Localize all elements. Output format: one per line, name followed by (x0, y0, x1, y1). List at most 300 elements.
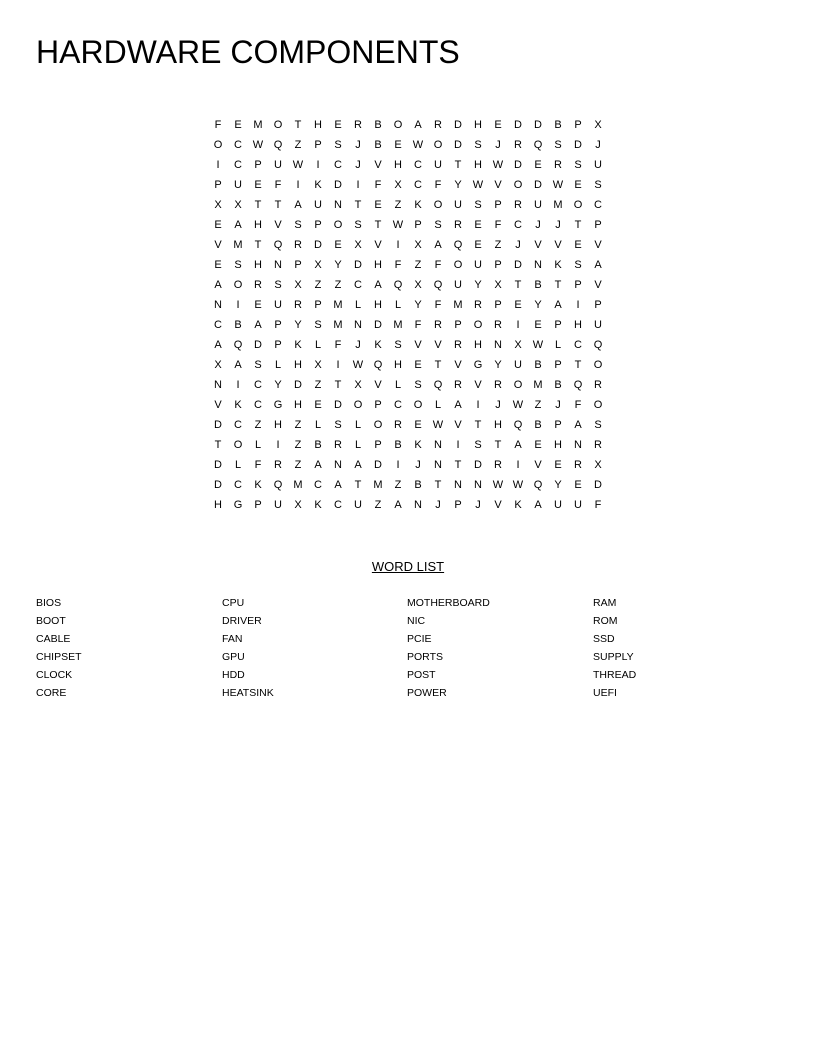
grid-cell: I (316, 159, 320, 171)
grid-cell: U (274, 159, 282, 171)
grid-row (208, 415, 608, 435)
grid-cell: R (554, 159, 562, 171)
grid-cell: K (314, 179, 322, 191)
grid-cell: J (515, 239, 521, 251)
grid-cell: P (554, 319, 562, 331)
grid-cell: E (534, 159, 542, 171)
grid-cell: D (534, 119, 542, 131)
grid-cell: A (234, 359, 242, 371)
grid-cell: X (394, 179, 402, 191)
grid-cell: H (374, 259, 382, 271)
grid-cell: T (434, 479, 442, 491)
grid-cell: J (475, 499, 481, 511)
grid-cell: N (434, 439, 442, 451)
grid-row (208, 295, 608, 315)
grid-cell: C (394, 399, 402, 411)
grid-cell: E (534, 439, 542, 451)
grid-row (208, 455, 608, 475)
grid-cell: P (374, 399, 382, 411)
word-list-item: POST (407, 669, 436, 681)
grid-cell: H (294, 359, 302, 371)
grid-cell: K (294, 339, 302, 351)
grid-cell: W (472, 179, 484, 191)
grid-cell: A (214, 339, 222, 351)
grid-row (208, 195, 608, 215)
grid-cell: P (294, 259, 302, 271)
grid-row (208, 395, 608, 415)
grid-cell: V (214, 399, 222, 411)
grid-cell: S (354, 219, 362, 231)
grid-cell: L (314, 419, 322, 431)
grid-cell: U (454, 279, 462, 291)
grid-cell: T (334, 379, 342, 391)
grid-cell: D (334, 179, 342, 191)
grid-cell: S (334, 139, 342, 151)
grid-row (208, 275, 608, 295)
grid-cell: U (234, 179, 242, 191)
grid-cell: I (216, 159, 220, 171)
grid-cell: M (373, 479, 383, 491)
grid-cell: W (432, 419, 444, 431)
grid-cell: M (253, 119, 263, 131)
grid-cell: X (234, 199, 242, 211)
grid-cell: T (354, 199, 362, 211)
grid-cell: R (474, 299, 482, 311)
grid-cell: U (514, 359, 522, 371)
grid-cell: F (434, 179, 442, 191)
grid-cell: L (234, 459, 242, 471)
grid-cell: R (454, 219, 462, 231)
grid-cell: R (454, 339, 462, 351)
grid-cell: N (354, 319, 362, 331)
grid-cell: Q (593, 339, 603, 351)
grid-cell: K (374, 339, 382, 351)
grid-cell: D (594, 479, 602, 491)
grid-cell: Y (454, 179, 462, 191)
word-list-item: ROM (593, 615, 618, 627)
grid-cell: I (396, 459, 400, 471)
grid-cell: K (514, 499, 522, 511)
grid-cell: Y (274, 379, 282, 391)
grid-cell: E (214, 259, 222, 271)
grid-cell: P (454, 499, 462, 511)
grid-cell: M (333, 319, 343, 331)
grid-cell: Z (314, 379, 322, 391)
grid-cell: S (474, 439, 482, 451)
grid-cell: N (434, 459, 442, 471)
grid-cell: R (274, 459, 282, 471)
grid-cell: E (394, 139, 402, 151)
grid-cell: T (254, 199, 262, 211)
grid-cell: R (454, 379, 462, 391)
grid-cell: Y (554, 479, 562, 491)
grid-cell: F (274, 179, 282, 191)
word-list-item: THREAD (593, 669, 637, 681)
grid-cell: Q (573, 379, 583, 391)
grid-cell: V (414, 339, 422, 351)
grid-cell: M (293, 479, 303, 491)
grid-cell: S (594, 179, 602, 191)
grid-cell: P (254, 499, 262, 511)
grid-cell: M (453, 299, 463, 311)
grid-cell: V (454, 359, 462, 371)
grid-cell: I (236, 379, 240, 391)
grid-cell: Z (414, 259, 422, 271)
grid-row (208, 235, 608, 255)
grid-cell: I (396, 239, 400, 251)
grid-cell: O (573, 199, 583, 211)
grid-cell: P (254, 159, 262, 171)
grid-cell: C (414, 159, 422, 171)
grid-cell: F (334, 339, 342, 351)
grid-cell: H (474, 339, 482, 351)
grid-cell: V (434, 339, 442, 351)
grid-cell: Z (494, 239, 502, 251)
grid-cell: T (494, 439, 502, 451)
grid-cell: U (534, 199, 542, 211)
grid-cell: T (474, 419, 482, 431)
grid-cell: E (334, 239, 342, 251)
grid-cell: X (594, 119, 602, 131)
grid-cell: X (294, 499, 302, 511)
grid-cell: L (434, 399, 442, 411)
grid-cell: A (434, 239, 442, 251)
grid-cell: A (234, 219, 242, 231)
grid-cell: C (414, 179, 422, 191)
grid-cell: O (333, 219, 343, 231)
grid-cell: U (454, 199, 462, 211)
grid-cell: O (233, 279, 243, 291)
grid-cell: N (454, 479, 462, 491)
grid-cell: R (574, 459, 582, 471)
grid-cell: I (236, 299, 240, 311)
grid-cell: S (474, 139, 482, 151)
word-list-heading (0, 559, 816, 574)
grid-cell: D (514, 119, 522, 131)
grid-cell: L (354, 439, 362, 451)
grid-row (208, 435, 608, 455)
grid-cell: T (434, 359, 442, 371)
grid-cell: P (494, 259, 502, 271)
grid-cell: L (394, 379, 402, 391)
grid-cell: X (314, 359, 322, 371)
grid-cell: D (214, 479, 222, 491)
grid-cell: I (276, 439, 280, 451)
grid-cell: D (454, 139, 462, 151)
word-list-item: HDD (222, 669, 245, 681)
grid-cell: B (234, 319, 242, 331)
grid-cell: B (534, 279, 542, 291)
word-list-column-3 (407, 594, 490, 702)
grid-cell: X (594, 459, 602, 471)
word-list-item: CLOCK (36, 669, 73, 681)
page-title: HARDWARE COMPONENTS (36, 34, 460, 70)
grid-cell: P (594, 219, 602, 231)
letter-grid (208, 115, 608, 515)
grid-cell: H (254, 219, 262, 231)
grid-cell: W (492, 479, 504, 491)
grid-row (208, 155, 608, 175)
grid-cell: L (354, 419, 362, 431)
grid-cell: S (574, 259, 582, 271)
word-list-column-4 (593, 594, 636, 702)
grid-cell: R (594, 439, 602, 451)
grid-cell: F (214, 119, 222, 131)
grid-cell: V (594, 239, 602, 251)
grid-cell: F (254, 459, 262, 471)
word-list-item: BIOS (36, 597, 62, 609)
grid-cell: X (214, 199, 222, 211)
grid-cell: P (374, 439, 382, 451)
grid-cell: V (554, 239, 562, 251)
grid-cell: T (514, 279, 522, 291)
word-list-item: GPU (222, 651, 245, 663)
grid-row (208, 255, 608, 275)
grid-cell: F (494, 219, 502, 231)
grid-cell: A (294, 199, 302, 211)
grid-cell: D (374, 319, 382, 331)
word-list-item: POWER (407, 687, 447, 699)
grid-cell: E (494, 119, 502, 131)
grid-cell: R (294, 239, 302, 251)
grid-cell: K (414, 199, 422, 211)
grid-cell: T (274, 199, 282, 211)
grid-cell: W (292, 159, 304, 171)
grid-cell: S (314, 319, 322, 331)
grid-cell: P (554, 359, 562, 371)
grid-cell: W (352, 359, 364, 371)
word-list-item: BOOT (36, 615, 66, 627)
grid-cell: O (413, 399, 423, 411)
grid-cell: Q (273, 479, 283, 491)
grid-cell: D (474, 459, 482, 471)
grid-cell: O (473, 319, 483, 331)
grid-cell: R (434, 119, 442, 131)
grid-cell: P (574, 119, 582, 131)
grid-cell: H (494, 419, 502, 431)
grid-cell: S (594, 419, 602, 431)
grid-cell: J (495, 139, 501, 151)
grid-cell: W (552, 179, 564, 191)
grid-cell: J (555, 399, 561, 411)
grid-cell: Y (494, 359, 502, 371)
grid-cell: F (414, 319, 422, 331)
grid-cell: Q (453, 239, 463, 251)
grid-cell: Z (534, 399, 542, 411)
word-list-column-2 (222, 594, 274, 702)
grid-row (208, 115, 608, 135)
word-list-item: DRIVER (222, 615, 262, 627)
grid-cell: L (394, 299, 402, 311)
grid-cell: J (435, 499, 441, 511)
grid-cell: V (274, 219, 282, 231)
grid-cell: W (252, 139, 264, 151)
grid-cell: E (474, 239, 482, 251)
grid-cell: I (336, 359, 340, 371)
grid-cell: R (494, 319, 502, 331)
grid-cell: J (495, 399, 501, 411)
grid-cell: Z (374, 499, 382, 511)
grid-cell: D (214, 419, 222, 431)
grid-cell: C (234, 139, 242, 151)
grid-cell: V (374, 379, 382, 391)
grid-cell: Y (294, 319, 302, 331)
word-list-item: PORTS (407, 651, 443, 663)
grid-cell: T (574, 359, 582, 371)
grid-cell: O (593, 399, 603, 411)
grid-cell: O (213, 139, 223, 151)
grid-cell: A (414, 119, 422, 131)
grid-cell: S (554, 139, 562, 151)
grid-cell: E (534, 319, 542, 331)
word-list-item: HEATSINK (222, 687, 274, 699)
word-list-item: NIC (407, 615, 426, 627)
grid-cell: S (234, 259, 242, 271)
grid-cell: Q (273, 239, 283, 251)
grid-cell: Q (533, 139, 543, 151)
grid-cell: X (514, 339, 522, 351)
grid-cell: I (356, 179, 360, 191)
grid-cell: O (393, 119, 403, 131)
grid-cell: U (354, 499, 362, 511)
grid-cell: D (374, 459, 382, 471)
grid-cell: M (533, 379, 543, 391)
grid-cell: L (354, 299, 362, 311)
grid-cell: O (513, 179, 523, 191)
grid-cell: W (392, 219, 404, 231)
word-list-item: SUPPLY (593, 651, 634, 663)
grid-cell: C (234, 159, 242, 171)
grid-cell: X (414, 239, 422, 251)
grid-cell: T (454, 159, 462, 171)
grid-cell: P (454, 319, 462, 331)
grid-cell: C (334, 159, 342, 171)
grid-cell: Q (233, 339, 243, 351)
grid-cell: X (314, 259, 322, 271)
word-list-item: CABLE (36, 633, 71, 645)
grid-cell: I (516, 319, 520, 331)
grid-cell: S (474, 199, 482, 211)
grid-cell: J (355, 139, 361, 151)
grid-cell: Z (314, 279, 322, 291)
grid-cell: P (314, 299, 322, 311)
grid-cell: S (274, 279, 282, 291)
grid-cell: Q (393, 279, 403, 291)
grid-cell: C (514, 219, 522, 231)
grid-cell: L (554, 339, 562, 351)
grid-row (208, 475, 608, 495)
grid-row (208, 335, 608, 355)
grid-cell: E (574, 179, 582, 191)
grid-cell: E (314, 399, 322, 411)
grid-cell: P (314, 139, 322, 151)
grid-cell: U (474, 259, 482, 271)
word-list-item: SSD (593, 633, 615, 645)
grid-cell: I (576, 299, 580, 311)
grid-cell: S (434, 219, 442, 231)
word-list-item: MOTHERBOARD (407, 597, 490, 609)
grid-cell: D (214, 459, 222, 471)
grid-cell: Z (254, 419, 262, 431)
grid-cell: M (233, 239, 243, 251)
grid-cell: D (334, 399, 342, 411)
grid-cell: W (412, 139, 424, 151)
grid-cell: H (254, 259, 262, 271)
grid-cell: U (274, 499, 282, 511)
grid-cell: A (574, 419, 582, 431)
grid-cell: R (354, 119, 362, 131)
grid-cell: D (354, 259, 362, 271)
grid-cell: E (214, 219, 222, 231)
grid-cell: A (314, 459, 322, 471)
grid-cell: V (534, 459, 542, 471)
grid-cell: F (394, 259, 402, 271)
grid-cell: G (473, 359, 483, 371)
grid-cell: B (554, 379, 562, 391)
grid-cell: D (514, 259, 522, 271)
grid-cell: R (514, 199, 522, 211)
grid-cell: W (512, 399, 524, 411)
grid-cell: U (314, 199, 322, 211)
grid-cell: E (414, 359, 422, 371)
grid-cell: G (233, 499, 243, 511)
grid-cell: O (433, 199, 443, 211)
grid-cell: D (534, 179, 542, 191)
grid-cell: A (254, 319, 262, 331)
grid-row (208, 355, 608, 375)
grid-cell: B (374, 139, 382, 151)
grid-cell: H (394, 159, 402, 171)
grid-cell: T (294, 119, 302, 131)
grid-cell: Z (294, 439, 302, 451)
grid-cell: L (254, 439, 262, 451)
grid-cell: T (254, 239, 262, 251)
grid-cell: D (454, 119, 462, 131)
grid-cell: V (594, 279, 602, 291)
grid-cell: P (494, 299, 502, 311)
grid-cell: O (453, 259, 463, 271)
grid-cell: I (296, 179, 300, 191)
grid-cell: F (434, 259, 442, 271)
grid-cell: V (374, 239, 382, 251)
grid-cell: E (414, 419, 422, 431)
grid-cell: Q (373, 359, 383, 371)
grid-cell: H (554, 439, 562, 451)
word-list-item: CHIPSET (36, 651, 82, 663)
grid-cell: P (554, 419, 562, 431)
grid-row (208, 375, 608, 395)
grid-cell: E (474, 219, 482, 231)
grid-cell: Z (334, 279, 342, 291)
grid-cell: J (355, 159, 361, 171)
grid-cell: Q (273, 139, 283, 151)
grid-cell: Q (533, 479, 543, 491)
grid-cell: D (574, 139, 582, 151)
grid-cell: P (274, 339, 282, 351)
grid-cell: M (393, 319, 403, 331)
grid-cell: W (512, 479, 524, 491)
grid-cell: V (474, 379, 482, 391)
grid-cell: T (374, 219, 382, 231)
grid-cell: A (334, 479, 342, 491)
grid-row (208, 315, 608, 335)
grid-cell: V (374, 159, 382, 171)
grid-cell: R (334, 439, 342, 451)
grid-cell: C (594, 199, 602, 211)
grid-cell: Z (294, 419, 302, 431)
grid-cell: E (334, 119, 342, 131)
grid-cell: U (554, 499, 562, 511)
